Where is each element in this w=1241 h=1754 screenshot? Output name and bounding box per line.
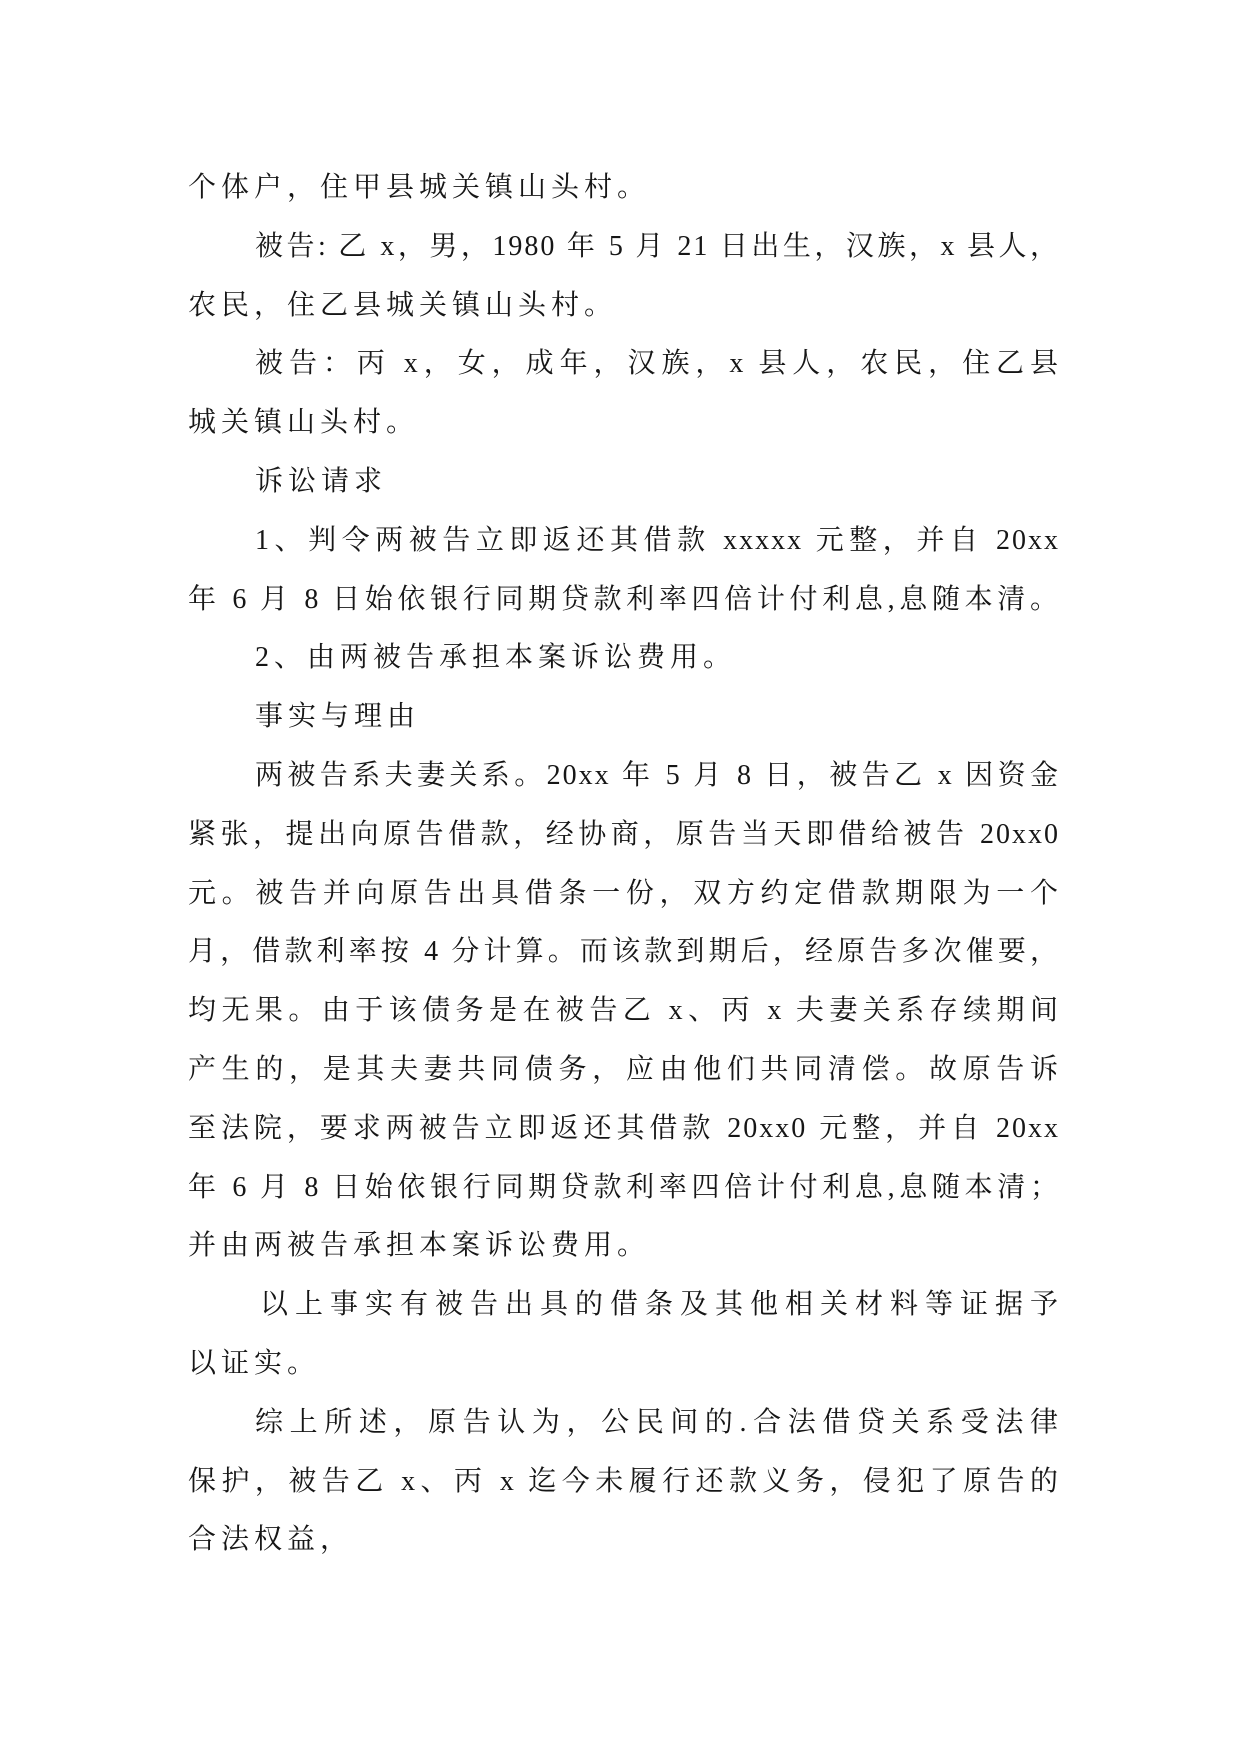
paragraph-facts <box>188 747 1060 1276</box>
paragraph-line: 合法权益， <box>188 1524 354 1556</box>
section-heading: 诉讼请求 <box>255 465 388 497</box>
paragraph-line: 以证实。 <box>188 1347 321 1379</box>
paragraph-conclusion <box>188 1394 1060 1570</box>
paragraph-line: 以上事实有被告出具的借条及其他相关材料等证据予 <box>260 1289 1060 1321</box>
paragraph-claim-1 <box>188 512 1060 630</box>
paragraph-line: 被告: 乙 x，男，1980 年 5 月 21 日出生，汉族，x 县人， <box>255 230 1060 262</box>
paragraph-line: 农民，住乙县城关镇山头村。 <box>188 289 618 321</box>
paragraph-line: 至法院，要求两被告立即返还其借款 20xx0 元整，并自 20xx <box>188 1112 1060 1144</box>
paragraph-line: 产生的，是其夫妻共同债务，应由他们共同清偿。故原告诉 <box>188 1053 1060 1085</box>
paragraph-claim-2 <box>188 629 1060 688</box>
paragraph-line: 2、由两被告承担本案诉讼费用。 <box>255 642 737 674</box>
paragraph-line: 年 6 月 8 日始依银行同期贷款利率四倍计付利息,息随本清； <box>188 1171 1060 1203</box>
paragraph-line: 两被告系夫妻关系。20xx 年 5 月 8 日，被告乙 x 因资金 <box>255 759 1060 791</box>
paragraph-plaintiff-continued <box>188 159 1060 218</box>
paragraph-line: 城关镇山头村。 <box>188 407 420 439</box>
paragraph-defendant-1 <box>188 218 1060 336</box>
document-body <box>188 159 1060 1570</box>
section-heading-claims <box>188 453 1060 512</box>
paragraph-line: 1、判令两被告立即返还其借款 xxxxx 元整，并自 20xx <box>255 524 1060 556</box>
section-heading-facts <box>188 688 1060 747</box>
paragraph-evidence <box>188 1276 1060 1394</box>
paragraph-line: 并由两被告承担本案诉讼费用。 <box>188 1230 651 1262</box>
paragraph-line: 月，借款利率按 4 分计算。而该款到期后，经原告多次催要， <box>188 936 1060 968</box>
paragraph-line: 个体户，住甲县城关镇山头村。 <box>188 172 651 203</box>
paragraph-line: 被告：丙 x，女，成年，汉族，x 县人，农民，住乙县 <box>255 348 1060 380</box>
paragraph-line: 均无果。由于该债务是在被告乙 x、丙 x 夫妻关系存续期间 <box>188 995 1060 1027</box>
section-heading: 事实与理由 <box>255 701 421 733</box>
paragraph-line: 综上所述，原告认为，公民间的.合法借贷关系受法律 <box>255 1406 1060 1438</box>
paragraph-defendant-2 <box>188 335 1060 453</box>
paragraph-line: 保护，被告乙 x、丙 x 迄今未履行还款义务，侵犯了原告的 <box>188 1465 1060 1497</box>
paragraph-line: 紧张，提出向原告借款，经协商，原告当天即借给被告 20xx0 <box>188 818 1060 850</box>
paragraph-line: 元。被告并向原告出具借条一份，双方约定借款期限为一个 <box>188 877 1060 909</box>
paragraph-line: 年 6 月 8 日始依银行同期贷款利率四倍计付利息,息随本清。 <box>188 583 1060 615</box>
